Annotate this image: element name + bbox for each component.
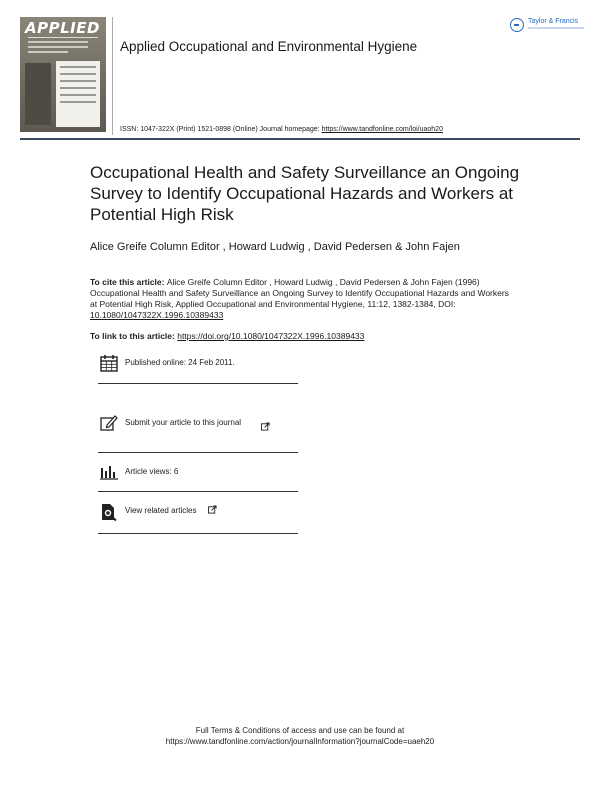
article-doi-url-link[interactable]: https://doi.org/10.1080/1047322X.1996.10389433: [177, 331, 365, 341]
info-separator: [98, 383, 298, 384]
footer-journal-info-link[interactable]: https://www.tandfonline.com/action/journalInformation?journalCode=uaeh20: [165, 737, 435, 746]
published-online-label: Published online: 24 Feb 2011.: [125, 358, 235, 367]
related-articles-row[interactable]: [98, 494, 298, 532]
related-articles-link[interactable]: View related articles: [125, 506, 197, 515]
article-link-line: [90, 331, 364, 341]
bar-chart-icon: [100, 463, 118, 481]
info-separator: [98, 533, 298, 534]
footer-terms: Full Terms & Conditions of access and use can be found at: [195, 726, 405, 735]
citation-text: Alice Greife Column Editor , Howard Ludwig , David Pedersen & John Fajen (1996) Occupational Health and Safety Surveillance an Ongoing Survey to Identify Occupational Hazards and Workers at Potential High Risk, Applied Occupational and Environmental Hygiene, 11:12, 1382-1384, DOI:: [90, 277, 509, 309]
journal-homepage-link[interactable]: https://www.tandfonline.com/loi/uaoh20: [321, 126, 443, 133]
article-link-label: To link to this article:: [90, 331, 178, 341]
published-online-row: [98, 346, 298, 384]
header-divider: [112, 17, 113, 135]
submit-article-link[interactable]: Submit your article to this journal: [125, 418, 242, 427]
article-authors: Alice Greife Column Editor , Howard Ludwig , David Pedersen & John Fajen: [90, 241, 460, 253]
publisher-logo: [510, 17, 588, 37]
doi-link[interactable]: 10.1080/1047322X.1996.10389433: [90, 310, 224, 320]
calendar-icon: [100, 354, 118, 372]
submit-article-row[interactable]: [98, 410, 298, 448]
edit-icon: [100, 414, 118, 432]
cover-title: APPLIED: [25, 19, 100, 37]
citation-label: To cite this article:: [90, 277, 167, 287]
citation-block: [90, 277, 510, 321]
journal-title: Applied Occupational and Environmental Hygiene: [120, 39, 418, 54]
external-link-icon: [208, 505, 217, 514]
external-link-icon: [261, 422, 270, 431]
article-views-label: Article views: 6: [125, 467, 179, 476]
article-views-row: [98, 455, 298, 493]
issn-text: ISSN: 1047-322X (Print) 1521-0898 (Online) Journal homepage:: [120, 126, 322, 133]
related-articles-icon: [100, 503, 118, 521]
info-separator: [98, 452, 298, 453]
header-rule: [20, 138, 580, 140]
footer: [0, 725, 600, 747]
publisher-logo-icon: [510, 18, 524, 32]
issn-line: [120, 126, 443, 133]
info-separator: [98, 491, 298, 492]
publisher-name: Taylor & Francis: [528, 18, 579, 25]
journal-cover-image: [20, 17, 106, 132]
article-title: Occupational Health and Safety Surveillance an Ongoing Survey to Identify Occupational Hazards and Workers at Potential High Risk: [90, 163, 520, 224]
